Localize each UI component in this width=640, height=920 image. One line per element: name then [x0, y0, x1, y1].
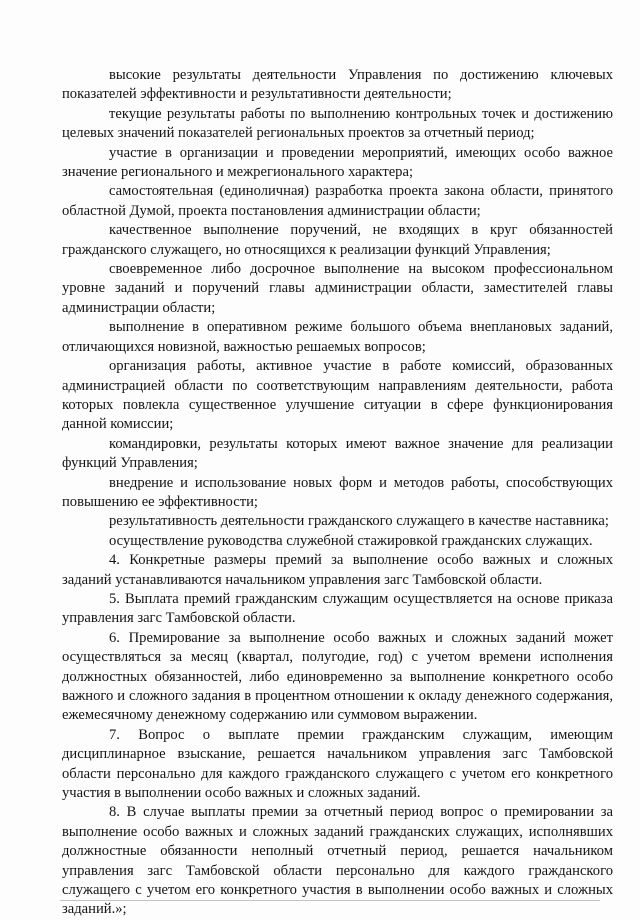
paragraph: самостоятельная (единоличная) разработка проекта закона области, принятого областной Думой, проекта постановления администрации области; [62, 183, 613, 219]
document-body [62, 66, 613, 920]
clause-4: 4. Конкретные размеры премий за выполнение особо важных и сложных заданий устанавливаются начальником управления загс Тамбовской области. [62, 552, 613, 588]
clause-8: 8. В случае выплаты премии за отчетный период вопрос о премировании за выполнение особо важных и сложных заданий гражданских служащих, исполнявших должностные обязанности неполный отчетный период, решается начальником управления загс Тамбовской области персонально для каждого гражданского служащего с учетом его конкретного участия в выполнении особо важных и сложных заданий.»; [62, 804, 613, 918]
paragraph: качественное выполнение поручений, не входящих в круг обязанностей гражданского служащего, но относящихся к реализации функций Управления; [62, 222, 613, 258]
paragraph: своевременное либо досрочное выполнение на высоком профессиональном уровне заданий и поручений главы администрации области, заместителей главы администрации области; [62, 261, 613, 316]
clause-5: 5. Выплата премий гражданским служащим осуществляется на основе приказа управления загс Тамбовской области. [62, 590, 613, 627]
paragraph: организация работы, активное участие в работе комиссий, образованных администрацией области по соответствующим направлениям деятельности, работа которых повлекла существенное улучшение ситуации в сфере функционирования данной комиссии; [62, 358, 613, 433]
paragraph: выполнение в оперативном режиме большого объема внеплановых заданий, отличающихся новизной, важностью решаемых вопросов; [62, 319, 613, 355]
paragraph: текущие результаты работы по выполнению контрольных точек и достижению целевых значений показателей региональных проектов за отчетный период; [62, 105, 613, 142]
clause-7: 7. Вопрос о выплате премии гражданским служащим, имеющим дисциплинарное взыскание, решается начальником управления загс Тамбовской области персонально для каждого гражданского служащего с учетом его конкретного участия в выполнении особо важных и сложных заданий. [62, 726, 613, 802]
paragraph: результативность деятельности гражданского служащего в качестве наставника; [109, 513, 609, 530]
paragraph: осуществление руководства служебной стажировкой гражданских служащих. [109, 532, 593, 549]
paragraph: высокие результаты деятельности Управления по достижению ключевых показателей эффективности и результативности деятельности; [62, 67, 613, 103]
paragraph: участие в организации и проведении мероприятий, имеющих особо важное значение регионального и межрегионального характера; [62, 144, 613, 181]
clause-6: 6. Премирование за выполнение особо важных и сложных заданий может осуществляться за месяц (квартал, полугодие, год) с учетом времени исполнения должностных обязанностей, либо единовременно за выполнение конкретного особо важного и сложного задания в процентном отношении к окладу денежного содержания, ежемесячному денежному содержанию или суммовом выражении. [62, 629, 613, 724]
paragraph: внедрение и использование новых форм и методов работы, способствующих повышению ее эффективности; [62, 474, 613, 510]
page-bottom-edge [60, 900, 600, 901]
paragraph: командировки, результаты которых имеют важное значение для реализации функций Управления; [62, 435, 613, 472]
